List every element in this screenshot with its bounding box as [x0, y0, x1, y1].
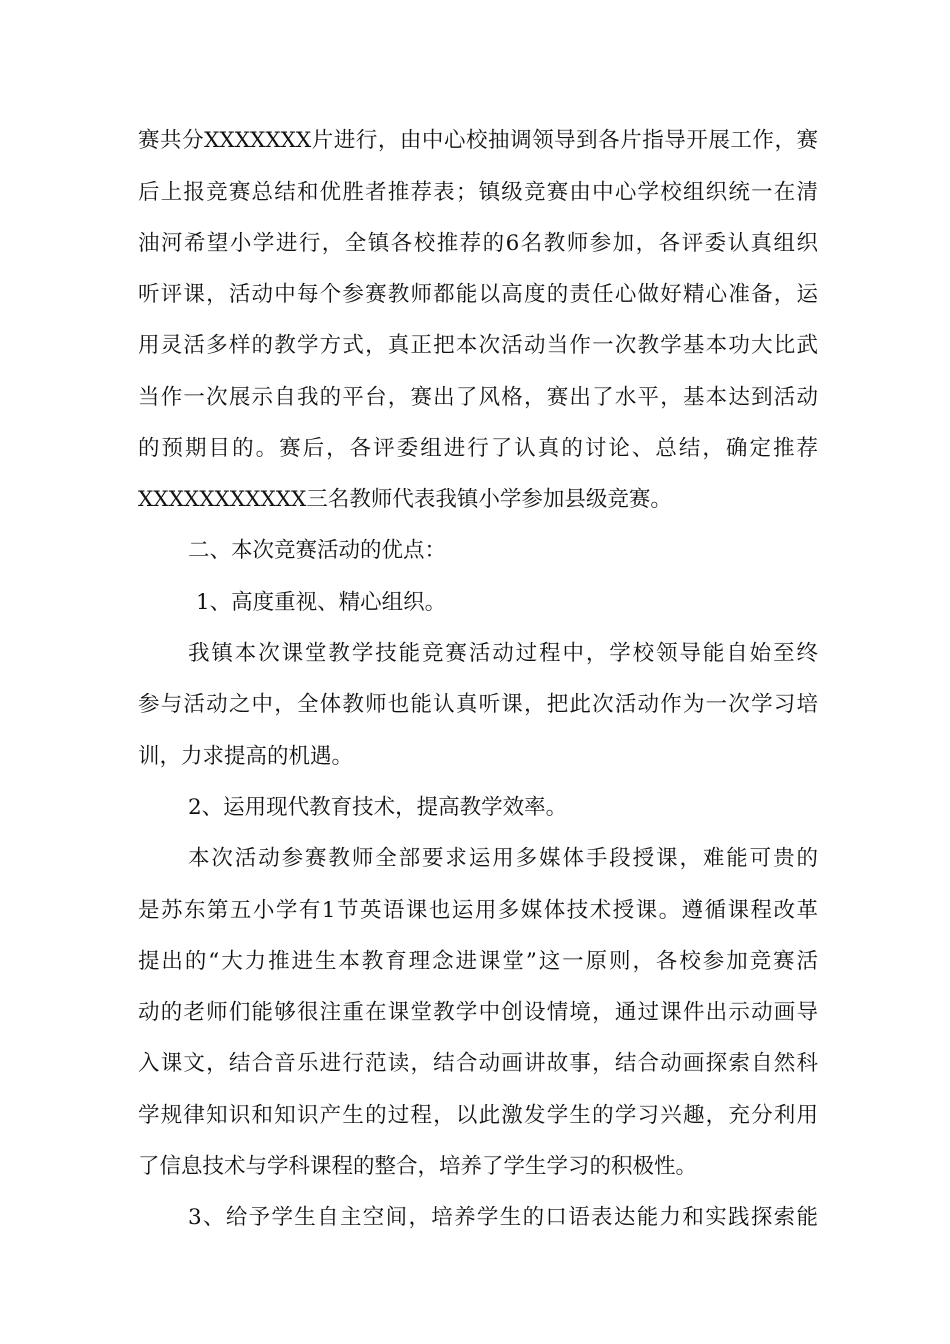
text-line-19: 入课文，结合音乐进行范读，结合动画讲故事，结合动画探索自然科 — [138, 1051, 818, 1076]
text-line-17: 提出的“大力推进生本教育理念进课堂”这一原则，各校参加竞赛活 — [138, 949, 818, 974]
section-heading-advantages: 二、本次竞赛活动的优点： — [188, 538, 447, 563]
text-line-21: 了信息技术与学科课程的整合，培养了学生学习的积极性。 — [138, 1154, 698, 1179]
text-line-11: 我镇本次课堂教学技能竞赛活动过程中，学校领导能自始至终 — [188, 641, 818, 666]
text-line-13: 训，力求提高的机遇。 — [138, 744, 354, 769]
subheading-1: 1、高度重视、精心组织。 — [196, 590, 447, 615]
text-line-12: 参与活动之中，全体教师也能认真听课，把此次活动作为一次学习培 — [138, 692, 818, 717]
subheading-3: 3、给予学生自主空间，培养学生的口语表达能力和实践探索能 — [188, 1205, 818, 1230]
text-line-15: 本次活动参赛教师全部要求运用多媒体手段授课，难能可贵的 — [188, 846, 818, 871]
text-line-3: 油河希望小学进行，全镇各校推荐的6名教师参加，各评委认真组织 — [138, 231, 818, 256]
text-line-20: 学规律知识和知识产生的过程，以此激发学生的学习兴趣，充分利用 — [138, 1103, 818, 1128]
text-line-8: XXXXXXXXXXX三名教师代表我镇小学参加县级竞赛。 — [138, 487, 672, 512]
text-line-1: 赛共分XXXXXXX片进行，由中心校抽调领导到各片指导开展工作，赛 — [138, 128, 818, 153]
text-line-5: 用灵活多样的教学方式，真正把本次活动当作一次教学基本功大比武 — [138, 333, 818, 358]
text-line-6: 当作一次展示自我的平台，赛出了风格，赛出了水平，基本达到活动 — [138, 385, 818, 410]
text-line-18: 动的老师们能够很注重在课堂教学中创设情境，通过课件出示动画导 — [138, 1000, 818, 1025]
text-line-7: 的预期目的。赛后，各评委组进行了认真的讨论、总结，确定推荐 — [138, 436, 818, 461]
text-line-4: 听评课，活动中每个参赛教师都能以高度的责任心做好精心准备，运 — [138, 282, 818, 307]
text-line-16: 是苏东第五小学有1节英语课也运用多媒体技术授课。遵循课程改革 — [138, 898, 818, 923]
text-line-2: 后上报竞赛总结和优胜者推荐表；镇级竞赛由中心学校组织统一在清 — [138, 180, 818, 205]
subheading-2: 2、运用现代教育技术，提高教学效率。 — [188, 795, 568, 820]
